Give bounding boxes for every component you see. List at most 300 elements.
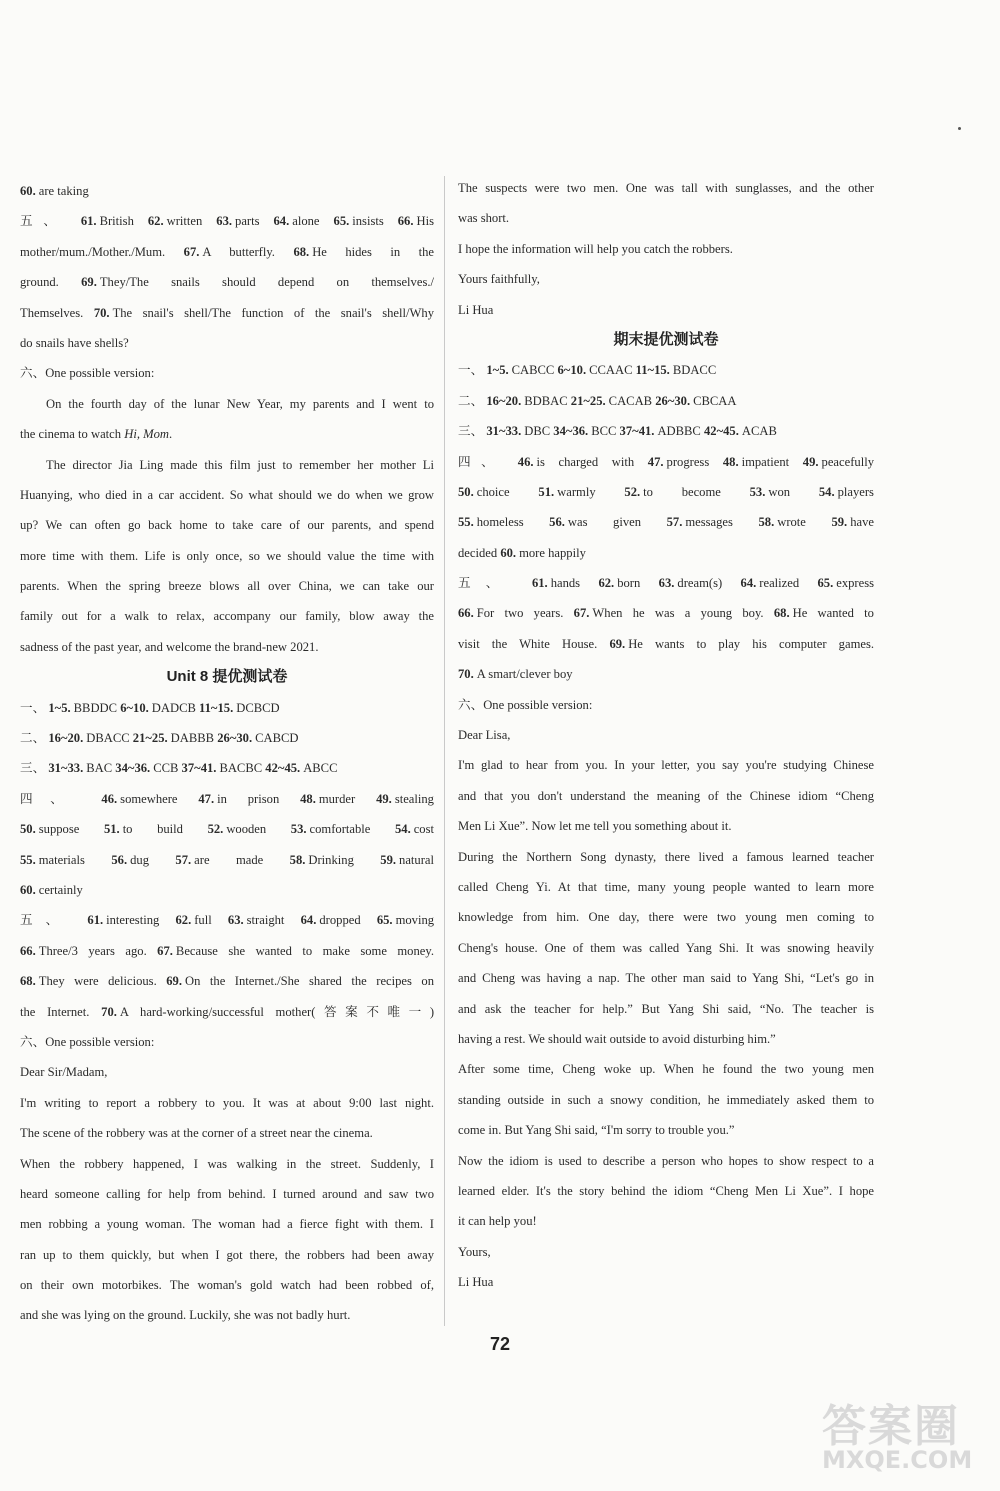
text-line: During the Northern Song dynasty, there lived a famous learned teacher [458, 849, 874, 864]
answer-item [20, 275, 59, 289]
answer-item [558, 363, 633, 377]
answer-line [20, 753, 434, 783]
right-column [458, 173, 874, 1297]
text-line: learned elder. It's the story behind the idiom “Cheng Men Li Xue”. I hope [458, 1183, 874, 1198]
answer-item [380, 853, 434, 867]
question-number: 51. [538, 484, 555, 499]
answer-text: The snail's shell/The function of the snail's shell/Why [112, 305, 434, 320]
answer-line [20, 784, 434, 814]
question-number: 1~5. [486, 363, 509, 378]
answer-item [458, 363, 483, 377]
answer-text: CCAAC [589, 363, 633, 378]
answer-item [20, 336, 129, 350]
answer-text: CABCD [255, 731, 299, 746]
answer-item [818, 576, 875, 590]
text-line: called Cheng Yi. At that time, many young people wanted to learn more [458, 879, 874, 894]
question-number: 6~10. [557, 363, 587, 378]
answer-item [216, 214, 259, 228]
answer-item [48, 731, 129, 745]
section-marker: 五、 [458, 576, 514, 591]
text-line: parents. When the spring breeze blows all over China, we can take our [20, 579, 434, 594]
answer-item [486, 424, 550, 438]
answer-item [741, 576, 800, 590]
answer-item [20, 944, 147, 958]
answer-text: He wanted to [792, 606, 874, 621]
text-line: Huanying, who died in a car accident. So what should we do when we grow [20, 487, 434, 502]
answer-item [458, 515, 524, 529]
answer-line [20, 298, 434, 328]
text-line: Men Li Xue”. Now let me tell you something about it. [458, 819, 732, 834]
question-number: 47. [647, 454, 664, 469]
question-number: 69. [81, 275, 97, 290]
answer-item [290, 853, 354, 867]
answer-item [291, 822, 371, 836]
answer-item [20, 701, 45, 715]
text-line: Yours, [458, 1244, 491, 1259]
answer-line [20, 237, 434, 267]
answer-text: 六、One possible version: [458, 697, 593, 712]
answer-item [458, 637, 597, 651]
question-number: 64. [300, 913, 317, 928]
answer-text: hands [550, 576, 581, 591]
question-number: 64. [273, 214, 290, 229]
text-line: I'm writing to report a robbery to you. It was at about 9:00 last night. [20, 1095, 434, 1110]
answer-item [198, 792, 279, 806]
answer-item [532, 576, 580, 590]
answer-text: A hard-working/successful mother(答案不唯一) [119, 1004, 434, 1019]
answer-item [704, 424, 777, 438]
question-number: 52. [624, 484, 641, 499]
section-marker: 一、 [20, 700, 46, 715]
answer-item [48, 761, 112, 775]
answer-item [20, 731, 45, 745]
answer-text: won [768, 484, 791, 499]
answer-text: BAC [86, 761, 113, 776]
answer-item [486, 363, 554, 377]
answer-text: He wants to play his computer games. [628, 636, 874, 651]
answer-item [750, 485, 790, 499]
answer-text: alone [292, 214, 320, 229]
answer-line [458, 477, 874, 507]
answer-text: have [850, 515, 874, 530]
question-number: 70. [458, 667, 474, 682]
answer-text: the Internet. [20, 1004, 90, 1019]
answer-item [157, 944, 434, 958]
answer-item [265, 761, 337, 775]
question-number: 52. [207, 822, 224, 837]
text-line: Now the idiom is used to describe a person who hopes to show respect to a [458, 1153, 874, 1168]
question-number: 67. [183, 244, 200, 259]
question-number: 62. [175, 913, 192, 928]
text-line: and ask the teacher for help.” But Yang Shi said, “No. The teacher is [458, 1001, 874, 1016]
answer-item [20, 913, 71, 927]
text-line: and Cheng was having a nap. The other man said to Yang Shi, “Let's go in [458, 971, 874, 986]
film-title: Hi, Mom [124, 427, 169, 442]
answer-text: full [194, 913, 212, 928]
answer-text: He hides in the [312, 244, 434, 259]
text-line: up? We can often go back home to take care of our parents, and spend [20, 518, 434, 533]
question-number: 66. [397, 214, 414, 229]
answer-text: stealing [394, 791, 434, 806]
section-marker: 三、 [458, 424, 484, 439]
answer-text: homeless [476, 515, 524, 530]
answer-item [184, 245, 275, 259]
text-line: Dear Sir/Madam, [20, 1065, 108, 1080]
answer-text: decided [458, 545, 498, 560]
section-marker: 四、 [20, 791, 81, 806]
answer-item [655, 394, 736, 408]
answer-text: British [99, 214, 134, 229]
question-number: 59. [831, 515, 848, 530]
answer-item [538, 485, 595, 499]
question-number: 34~36. [553, 424, 589, 439]
answer-text: was given [567, 515, 642, 530]
answer-text: ACAB [741, 424, 777, 439]
question-number: 26~30. [655, 393, 691, 408]
answer-item [458, 698, 592, 712]
answer-text: For two years. [476, 606, 564, 621]
answer-text: wrote [777, 515, 806, 530]
text-line: Dear Lisa, [458, 728, 511, 743]
text-line: was short. [458, 211, 510, 226]
question-number: 69. [166, 974, 182, 989]
answer-line [20, 328, 434, 358]
answer-text: warmly [557, 484, 596, 499]
answer-text: realized [759, 576, 800, 591]
question-number: 70. [93, 305, 110, 320]
question-number: 31~33. [486, 424, 522, 439]
answer-item [228, 913, 285, 927]
answer-text: murder [318, 791, 356, 806]
answer-item [500, 546, 586, 560]
answer-item [274, 214, 320, 228]
answer-line [458, 507, 874, 537]
answer-item [81, 275, 434, 289]
answer-item [334, 214, 384, 228]
answer-item [831, 515, 874, 529]
answer-text: CBCAA [693, 393, 737, 408]
answer-text: A butterfly. [202, 244, 275, 259]
text-line: Li Hua [458, 1275, 494, 1290]
answer-text: born [617, 576, 641, 591]
question-number: 61. [80, 214, 97, 229]
answer-item [574, 606, 764, 620]
answer-text: CACAB [608, 393, 653, 408]
answer-item [182, 761, 263, 775]
answer-text: to build [122, 822, 183, 837]
question-number: 66. [20, 943, 36, 958]
answer-item [667, 515, 733, 529]
question-number: 6~10. [120, 700, 149, 715]
text-line: The suspects were two men. One was tall with sunglasses, and the other [458, 181, 874, 195]
answer-text: BDACC [672, 363, 717, 378]
answer-item [81, 214, 134, 228]
answer-item [553, 424, 616, 438]
answer-line [20, 267, 434, 297]
text-line: I hope the information will help you catch the robbers. [458, 241, 733, 256]
question-number: 58. [289, 852, 306, 867]
answer-item [166, 974, 434, 988]
answer-text: BDBAC [524, 393, 568, 408]
question-number: 65. [333, 214, 350, 229]
answer-text: On the Internet./She shared the recipes on [185, 974, 434, 989]
answer-text: wooden [226, 822, 267, 837]
answer-text: They were delicious. [38, 974, 157, 989]
answer-line [20, 997, 434, 1027]
answer-item [101, 1005, 434, 1019]
answer-text: impatient [741, 454, 790, 469]
answer-line [20, 966, 434, 996]
answer-line [20, 1027, 434, 1057]
unit7-answers-tail [20, 176, 434, 389]
answer-text: Three/3 years ago. [38, 943, 147, 958]
answer-line [20, 905, 434, 935]
answer-text: cost [413, 822, 434, 837]
answer-item [609, 637, 874, 651]
answer-item [20, 822, 79, 836]
answer-item [458, 667, 573, 681]
question-number: 68. [293, 244, 310, 259]
answer-line [458, 659, 874, 689]
answer-item [20, 761, 45, 775]
answer-text: choice [476, 484, 510, 499]
question-number: 68. [773, 606, 790, 621]
answer-text: His [416, 214, 434, 229]
answer-item [458, 576, 514, 590]
answer-text: When he was a young boy. [592, 606, 764, 621]
answer-item [20, 792, 81, 806]
text-line: the cinema to watch Hi, Mom. [20, 427, 173, 442]
answer-item [175, 853, 263, 867]
answer-item [20, 853, 85, 867]
final-letter [458, 720, 874, 1297]
answer-item [758, 515, 805, 529]
question-number: 11~15. [199, 700, 234, 715]
answer-item [377, 913, 434, 927]
section-marker: 二、 [20, 731, 46, 746]
answer-text: BBDDC [73, 700, 118, 715]
answer-text: more happily [519, 545, 586, 560]
unit8-letter-continued [458, 173, 874, 325]
answer-text: ABCC [303, 761, 338, 776]
answer-line [458, 629, 874, 659]
answer-item [20, 974, 157, 988]
question-number: 46. [517, 454, 534, 469]
watermark-logo: 答案圈 [822, 1401, 960, 1452]
question-number: 67. [157, 943, 173, 958]
answer-item [301, 913, 361, 927]
answer-line [20, 176, 434, 206]
answer-line [458, 355, 874, 385]
text-line: on their own motorbikes. The woman's gold watch had been robbed of, [20, 1278, 434, 1293]
answer-item [148, 214, 202, 228]
watermark-url: MXQE.COM [822, 1446, 973, 1474]
section-marker: 二、 [458, 393, 484, 408]
question-number: 57. [175, 852, 192, 867]
question-number: 42~45. [703, 424, 739, 439]
answer-text: DBACC [86, 731, 130, 746]
answer-item [648, 455, 709, 469]
answer-item [398, 214, 434, 228]
question-number: 60. [500, 545, 517, 560]
question-number: 37~41. [181, 761, 217, 776]
text-line: knowledge from him. One day, there were two young men coming to [458, 910, 874, 925]
answer-text: interesting [106, 913, 160, 928]
answer-item [624, 485, 720, 499]
answer-line [20, 936, 434, 966]
answer-text: 六、One possible version: [20, 366, 155, 381]
text-line: The scene of the robbery was at the corner of a street near the cinema. [20, 1126, 373, 1141]
text-line: it can help you! [458, 1214, 537, 1229]
answer-item [549, 515, 641, 529]
answer-text: dream(s) [677, 576, 723, 591]
question-number: 56. [549, 515, 565, 530]
unit7-essay [20, 389, 434, 663]
answer-text: to become [643, 484, 721, 499]
answer-item [104, 822, 183, 836]
question-number: 54. [818, 484, 835, 499]
answer-line [458, 538, 874, 568]
answer-text: progress [666, 454, 710, 469]
answer-item [458, 424, 483, 438]
answer-item [395, 822, 434, 836]
answer-item [620, 424, 701, 438]
question-number: 51. [103, 822, 120, 837]
answer-text: are taking [38, 184, 89, 198]
answer-item [115, 761, 178, 775]
answer-text: straight [246, 913, 285, 928]
answer-item [458, 546, 497, 560]
text-line: heard someone calling for help from behind. I turned around and saw two [20, 1186, 434, 1201]
answer-item [20, 1035, 154, 1049]
question-number: 59. [380, 852, 397, 867]
question-number: 62. [598, 576, 615, 591]
question-number: 57. [666, 515, 683, 530]
question-number: 69. [609, 636, 626, 651]
answer-item [20, 245, 165, 259]
answer-text: CABCC [511, 363, 555, 378]
text-line: standing outside in such a snowy condition, he immediately asked them to [458, 1092, 874, 1107]
answer-line [20, 845, 434, 875]
answer-item [723, 455, 789, 469]
question-number: 61. [87, 913, 104, 928]
answer-item [376, 792, 434, 806]
page-number: 72 [489, 1334, 511, 1354]
question-number: 66. [458, 606, 474, 621]
question-number: 64. [740, 576, 757, 591]
answer-text: They/The snails should depend on themselves./ [99, 275, 434, 290]
answer-item [94, 306, 434, 320]
answer-line [20, 723, 434, 753]
answer-item [300, 792, 355, 806]
question-number: 70. [101, 1004, 117, 1019]
answer-item [120, 701, 196, 715]
answer-text: natural [399, 852, 434, 867]
answer-text: parts [235, 214, 260, 229]
question-number: 49. [802, 454, 819, 469]
text-line: ran up to them quickly, but when I got there, the robbers had been away [20, 1247, 434, 1262]
question-number: 67. [573, 606, 590, 621]
question-number: 48. [300, 791, 316, 806]
answer-item [20, 1005, 89, 1019]
answer-line [458, 568, 874, 598]
question-number: 21~25. [570, 393, 606, 408]
answer-text: Because she wanted to make some money. [175, 943, 434, 958]
question-number: 63. [658, 576, 675, 591]
text-line: family out for a walk to relax, accompany our family, blow away the [20, 609, 434, 624]
text-line: more time with them. Life is only once, so we should value the time with [20, 548, 434, 563]
text-line: After some time, Cheng woke up. When he found the two young men [458, 1062, 874, 1077]
answer-item [803, 455, 874, 469]
question-number: 34~36. [115, 761, 151, 776]
text-line: On the fourth day of the lunar New Year, my parents and I went to [46, 396, 434, 411]
answer-text: ground. [20, 275, 59, 290]
question-number: 49. [376, 791, 392, 806]
question-number: 31~33. [48, 761, 84, 776]
section-marker: 四、 [458, 454, 505, 469]
answer-text: ADBBC [657, 424, 701, 439]
answer-text: visit the White House. [458, 636, 598, 651]
question-number: 68. [20, 974, 36, 989]
question-number: 47. [198, 791, 215, 806]
question-number: 46. [101, 791, 118, 806]
question-number: 11~15. [635, 363, 670, 378]
question-number: 62. [147, 214, 164, 229]
answer-item [458, 606, 563, 620]
text-line: men robbing a young woman. The woman had a fierce fight with them. I [20, 1217, 434, 1232]
scan-speck [958, 127, 961, 130]
answer-line [20, 358, 434, 388]
answer-item [20, 883, 83, 897]
answer-item [101, 792, 177, 806]
text-line: I'm glad to hear from you. In your letter, you say you're studying Chinese [458, 758, 874, 773]
answer-text: are made [194, 852, 264, 867]
answer-text: peacefully [821, 454, 874, 469]
section-marker: 五、 [20, 214, 67, 229]
answer-item [48, 701, 117, 715]
text-line: The director Jia Ling made this film just to remember her mother Li [46, 457, 434, 472]
answer-item [458, 394, 483, 408]
column-divider [444, 176, 445, 1326]
section-marker: 五、 [20, 913, 72, 928]
answer-text: moving [395, 913, 434, 928]
answer-item [293, 245, 434, 259]
answer-item [598, 576, 640, 590]
answer-item [636, 363, 717, 377]
answer-text: 六、One possible version: [20, 1034, 155, 1049]
unit8-answers [20, 693, 434, 1058]
question-number: 50. [20, 822, 36, 837]
answer-text: dropped [319, 913, 361, 928]
answer-item [133, 731, 214, 745]
question-number: 61. [531, 576, 548, 591]
answer-line [458, 447, 874, 477]
answer-item [20, 214, 67, 228]
answer-item [199, 701, 280, 715]
answer-text: insists [352, 214, 384, 229]
answer-text: Drinking [308, 852, 354, 867]
question-number: 50. [458, 484, 474, 499]
question-number: 63. [216, 214, 233, 229]
answer-text: somewhere [120, 791, 178, 806]
answer-text: messages [685, 515, 733, 530]
answer-item [20, 366, 154, 380]
question-number: 53. [290, 822, 307, 837]
question-number: 54. [394, 822, 411, 837]
answer-line [20, 206, 434, 236]
text-line: and that you don't understand the meaning of the Chinese idiom “Cheng [458, 788, 874, 803]
answer-text: is charged with [536, 454, 635, 469]
